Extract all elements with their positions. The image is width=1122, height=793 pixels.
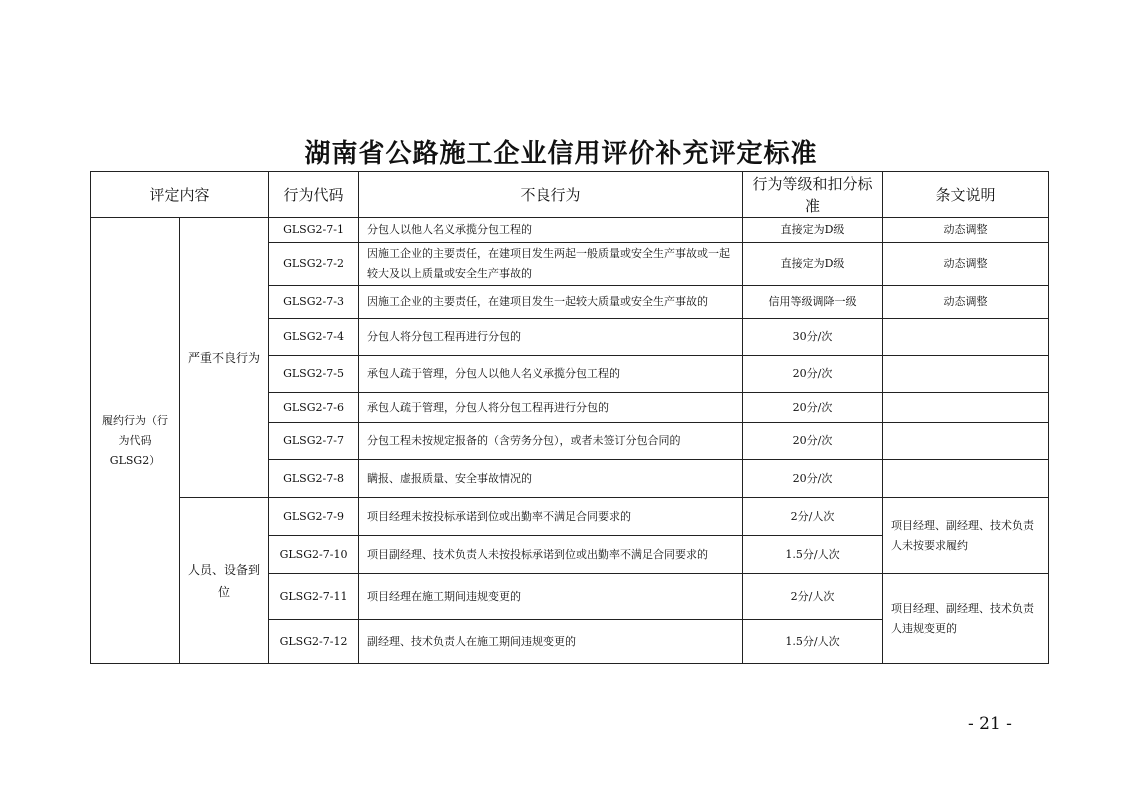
row-behavior: 项目经理未按投标承诺到位或出勤率不满足合同要求的 bbox=[359, 498, 743, 536]
row-grade: 直接定为D级 bbox=[743, 243, 883, 286]
row-behavior: 项目副经理、技术负责人未按投标承诺到位或出勤率不满足合同要求的 bbox=[359, 536, 743, 574]
row-code: GLSG2-7-7 bbox=[269, 423, 359, 460]
row-note bbox=[883, 423, 1049, 460]
merged-note: 项目经理、副经理、技术负责人未按要求履约 bbox=[883, 498, 1049, 574]
row-code: GLSG2-7-4 bbox=[269, 319, 359, 356]
row-code: GLSG2-7-8 bbox=[269, 460, 359, 498]
row-behavior: 分包人将分包工程再进行分包的 bbox=[359, 319, 743, 356]
row-note bbox=[883, 393, 1049, 423]
row-behavior: 瞒报、虚报质量、安全事故情况的 bbox=[359, 460, 743, 498]
row-grade: 20分/次 bbox=[743, 423, 883, 460]
row-behavior: 分包工程未按规定报备的（含劳务分包），或者未签订分包合同的 bbox=[359, 423, 743, 460]
row-code: GLSG2-7-11 bbox=[269, 574, 359, 620]
subcategory-personnel: 人员、设备到位 bbox=[180, 498, 269, 664]
row-grade: 20分/次 bbox=[743, 393, 883, 423]
row-code: GLSG2-7-5 bbox=[269, 356, 359, 393]
table-header-row bbox=[91, 172, 1049, 218]
row-behavior: 副经理、技术负责人在施工期间违规变更的 bbox=[359, 620, 743, 664]
category-cell: 履约行为（行为代码GLSG2） bbox=[91, 218, 180, 664]
subcategory-serious: 严重不良行为 bbox=[180, 218, 269, 498]
page-number: - 21 - bbox=[968, 714, 1012, 734]
row-grade: 30分/次 bbox=[743, 319, 883, 356]
document-title: 湖南省公路施工企业信用评价补充评定标准 bbox=[304, 139, 818, 169]
row-behavior: 因施工企业的主要责任，在建项目发生两起一般质量或安全生产事故或一起较大及以上质量或安全生产事故的 bbox=[359, 243, 743, 286]
row-grade: 信用等级调降一级 bbox=[743, 286, 883, 319]
row-grade: 2分/人次 bbox=[743, 498, 883, 536]
merged-note: 项目经理、副经理、技术负责人违规变更的 bbox=[883, 574, 1049, 664]
row-note: 动态调整 bbox=[883, 218, 1049, 243]
header-code: 行为代码 bbox=[269, 172, 359, 218]
row-note: 动态调整 bbox=[883, 243, 1049, 286]
row-behavior: 承包人疏于管理，分包人以他人名义承揽分包工程的 bbox=[359, 356, 743, 393]
header-content: 评定内容 bbox=[91, 172, 269, 218]
row-code: GLSG2-7-3 bbox=[269, 286, 359, 319]
row-note bbox=[883, 319, 1049, 356]
row-code: GLSG2-7-10 bbox=[269, 536, 359, 574]
table-row bbox=[91, 218, 1049, 243]
row-code: GLSG2-7-1 bbox=[269, 218, 359, 243]
header-note: 条文说明 bbox=[883, 172, 1049, 218]
row-grade: 1.5分/人次 bbox=[743, 536, 883, 574]
row-grade: 20分/次 bbox=[743, 356, 883, 393]
evaluation-standard-table bbox=[90, 171, 1049, 664]
row-code: GLSG2-7-12 bbox=[269, 620, 359, 664]
row-behavior: 因施工企业的主要责任，在建项目发生一起较大质量或安全生产事故的 bbox=[359, 286, 743, 319]
row-code: GLSG2-7-9 bbox=[269, 498, 359, 536]
row-behavior: 项目经理在施工期间违规变更的 bbox=[359, 574, 743, 620]
row-note: 动态调整 bbox=[883, 286, 1049, 319]
header-behavior: 不良行为 bbox=[359, 172, 743, 218]
table-row bbox=[91, 498, 1049, 536]
row-behavior: 承包人疏于管理，分包人将分包工程再进行分包的 bbox=[359, 393, 743, 423]
row-grade: 1.5分/人次 bbox=[743, 620, 883, 664]
header-grade: 行为等级和扣分标准 bbox=[743, 172, 883, 218]
row-grade: 直接定为D级 bbox=[743, 218, 883, 243]
row-code: GLSG2-7-2 bbox=[269, 243, 359, 286]
row-behavior: 分包人以他人名义承揽分包工程的 bbox=[359, 218, 743, 243]
row-code: GLSG2-7-6 bbox=[269, 393, 359, 423]
row-note bbox=[883, 356, 1049, 393]
row-grade: 20分/次 bbox=[743, 460, 883, 498]
row-grade: 2分/人次 bbox=[743, 574, 883, 620]
row-note bbox=[883, 460, 1049, 498]
